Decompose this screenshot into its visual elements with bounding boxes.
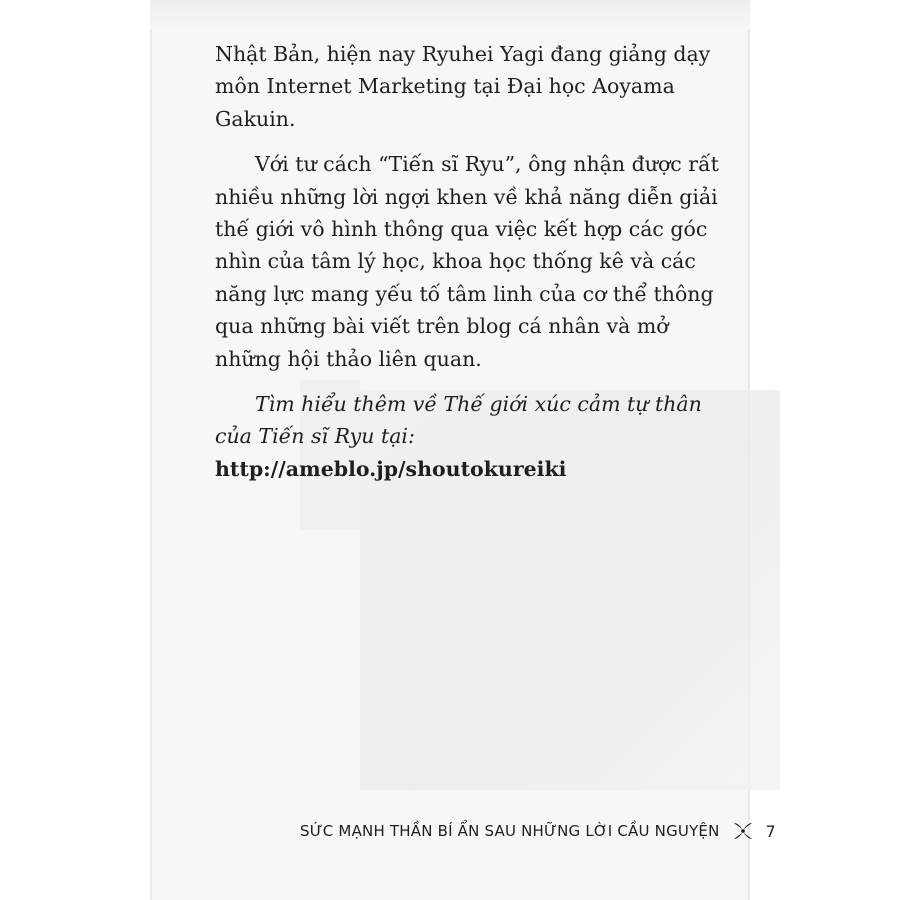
paragraph-3 bbox=[215, 388, 735, 485]
paragraph-1: Nhật Bản, hiện nay Ryuhei Yagi đang giảng dạy môn Internet Marketing tại Đại học Aoyama Gakuin. bbox=[215, 42, 711, 131]
page-top-shadow bbox=[150, 0, 750, 30]
flower-ornament-icon bbox=[732, 820, 754, 842]
running-footer bbox=[300, 817, 776, 845]
running-title: SỨC MẠNH THẦN BÍ ẨN SAU NHỮNG LỜI CẦU NGUYỆN bbox=[300, 822, 720, 840]
page-number: 7 bbox=[765, 821, 776, 841]
paragraph-2: Với tư cách “Tiến sĩ Ryu”, ông nhận được rất nhiều những lời ngợi khen về khả năng diễn giải thế giới vô hình thông qua việc kết hợp các góc nhìn của tâm lý học, khoa học thống kê và các năng lực mang yếu tố tâm linh của cơ thể thông qua những bài viết trên blog cá nhân và mở những hội thảo liên quan. bbox=[215, 152, 719, 371]
body-text bbox=[215, 38, 735, 498]
blog-url[interactable]: http://ameblo.jp/shoutokureiki bbox=[215, 456, 567, 481]
more-info-text: Tìm hiểu thêm về Thế giới xúc cảm tự thân của Tiến sĩ Ryu tại: bbox=[215, 392, 702, 449]
